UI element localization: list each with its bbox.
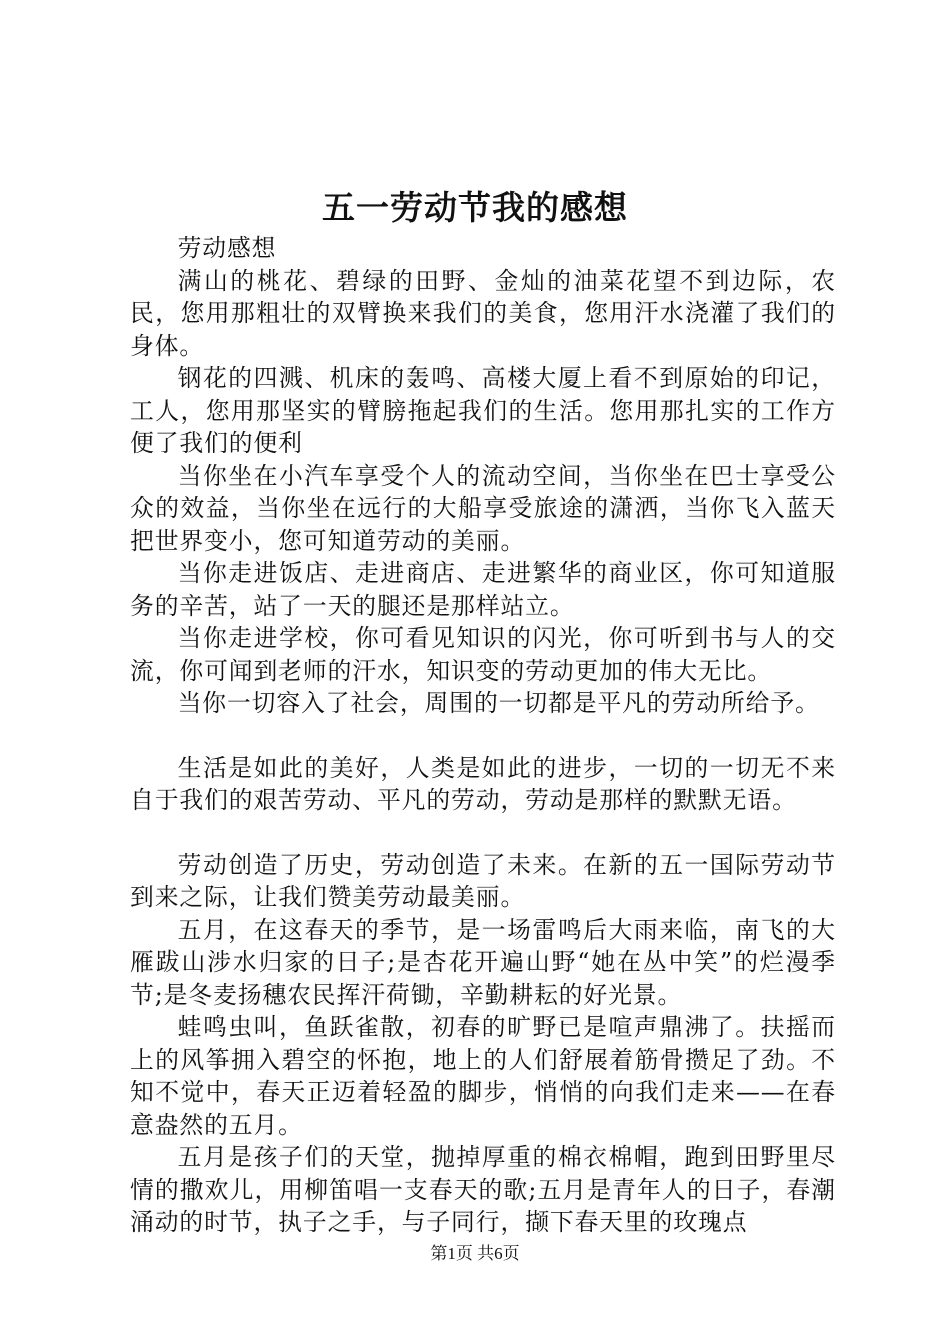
paragraph: 当你坐在小汽车享受个人的流动空间，当你坐在巴士享受公众的效益，当你坐在远行的大船享受旅途的潇洒，当你飞入蓝天把世界变小，您可知道劳动的美丽。 [130, 461, 836, 555]
document-body [130, 232, 836, 1239]
paragraph: 劳动创造了历史，劳动创造了未来。在新的五一国际劳动节到来之际，让我们赞美劳动最美丽。 [130, 850, 836, 911]
paragraph: 五月，在这春天的季节，是一场雷鸣后大雨来临，南飞的大雁跋山涉水归家的日子;是杏花开遍山野“她在丛中笑”的烂漫季节;是冬麦扬穗农民挥汗荷锄，辛勤耕耘的好光景。 [130, 915, 836, 1009]
paragraph: 五月是孩子们的天堂，抛掉厚重的棉衣棉帽，跑到田野里尽情的撒欢儿，用柳笛唱一支春天的歌;五月是青年人的日子，春潮涌动的时节，执子之手，与子同行，撷下春天里的玫瑰点 [130, 1143, 836, 1236]
paragraph: 满山的桃花、碧绿的田野、金灿的油菜花望不到边际，农民，您用那粗壮的双臂换来我们的美食，您用汗水浇灌了我们的身体。 [130, 266, 836, 360]
paragraph: 蛙鸣虫叫，鱼跃雀散，初春的旷野已是喧声鼎沸了。扶摇而上的风筝拥入碧空的怀抱，地上的人们舒展着筋骨攒足了劲。不知不觉中，春天正迈着轻盈的脚步，悄悄的向我们走来——在春意盎然的五月。 [130, 1013, 836, 1139]
paragraph: 当你一切容入了社会，周围的一切都是平凡的劳动所给予。 [177, 689, 820, 717]
paragraph: 钢花的四溅、机床的轰鸣、高楼大厦上看不到原始的印记，工人，您用那坚实的臂膀拖起我们的生活。您用那扎实的工作方便了我们的便利 [130, 364, 836, 457]
paragraph-heading: 劳动感想 [177, 234, 277, 262]
document-title: 五一劳动节我的感想 [322, 188, 628, 227]
paragraph: 生活是如此的美好，人类是如此的进步，一切的一切无不来自于我们的艰苦劳动、平凡的劳动，劳动是那样的默默无语。 [130, 753, 836, 814]
paragraph: 当你走进学校，你可看见知识的闪光，你可听到书与人的交流，你可闻到老师的汗水，知识变的劳动更加的伟大无比。 [130, 624, 836, 685]
paragraph: 当你走进饭店、走进商店、走进繁华的商业区，你可知道服务的辛苦，站了一天的腿还是那样站立。 [130, 559, 836, 620]
page-number-footer: 第1页 共6页 [430, 1244, 520, 1263]
